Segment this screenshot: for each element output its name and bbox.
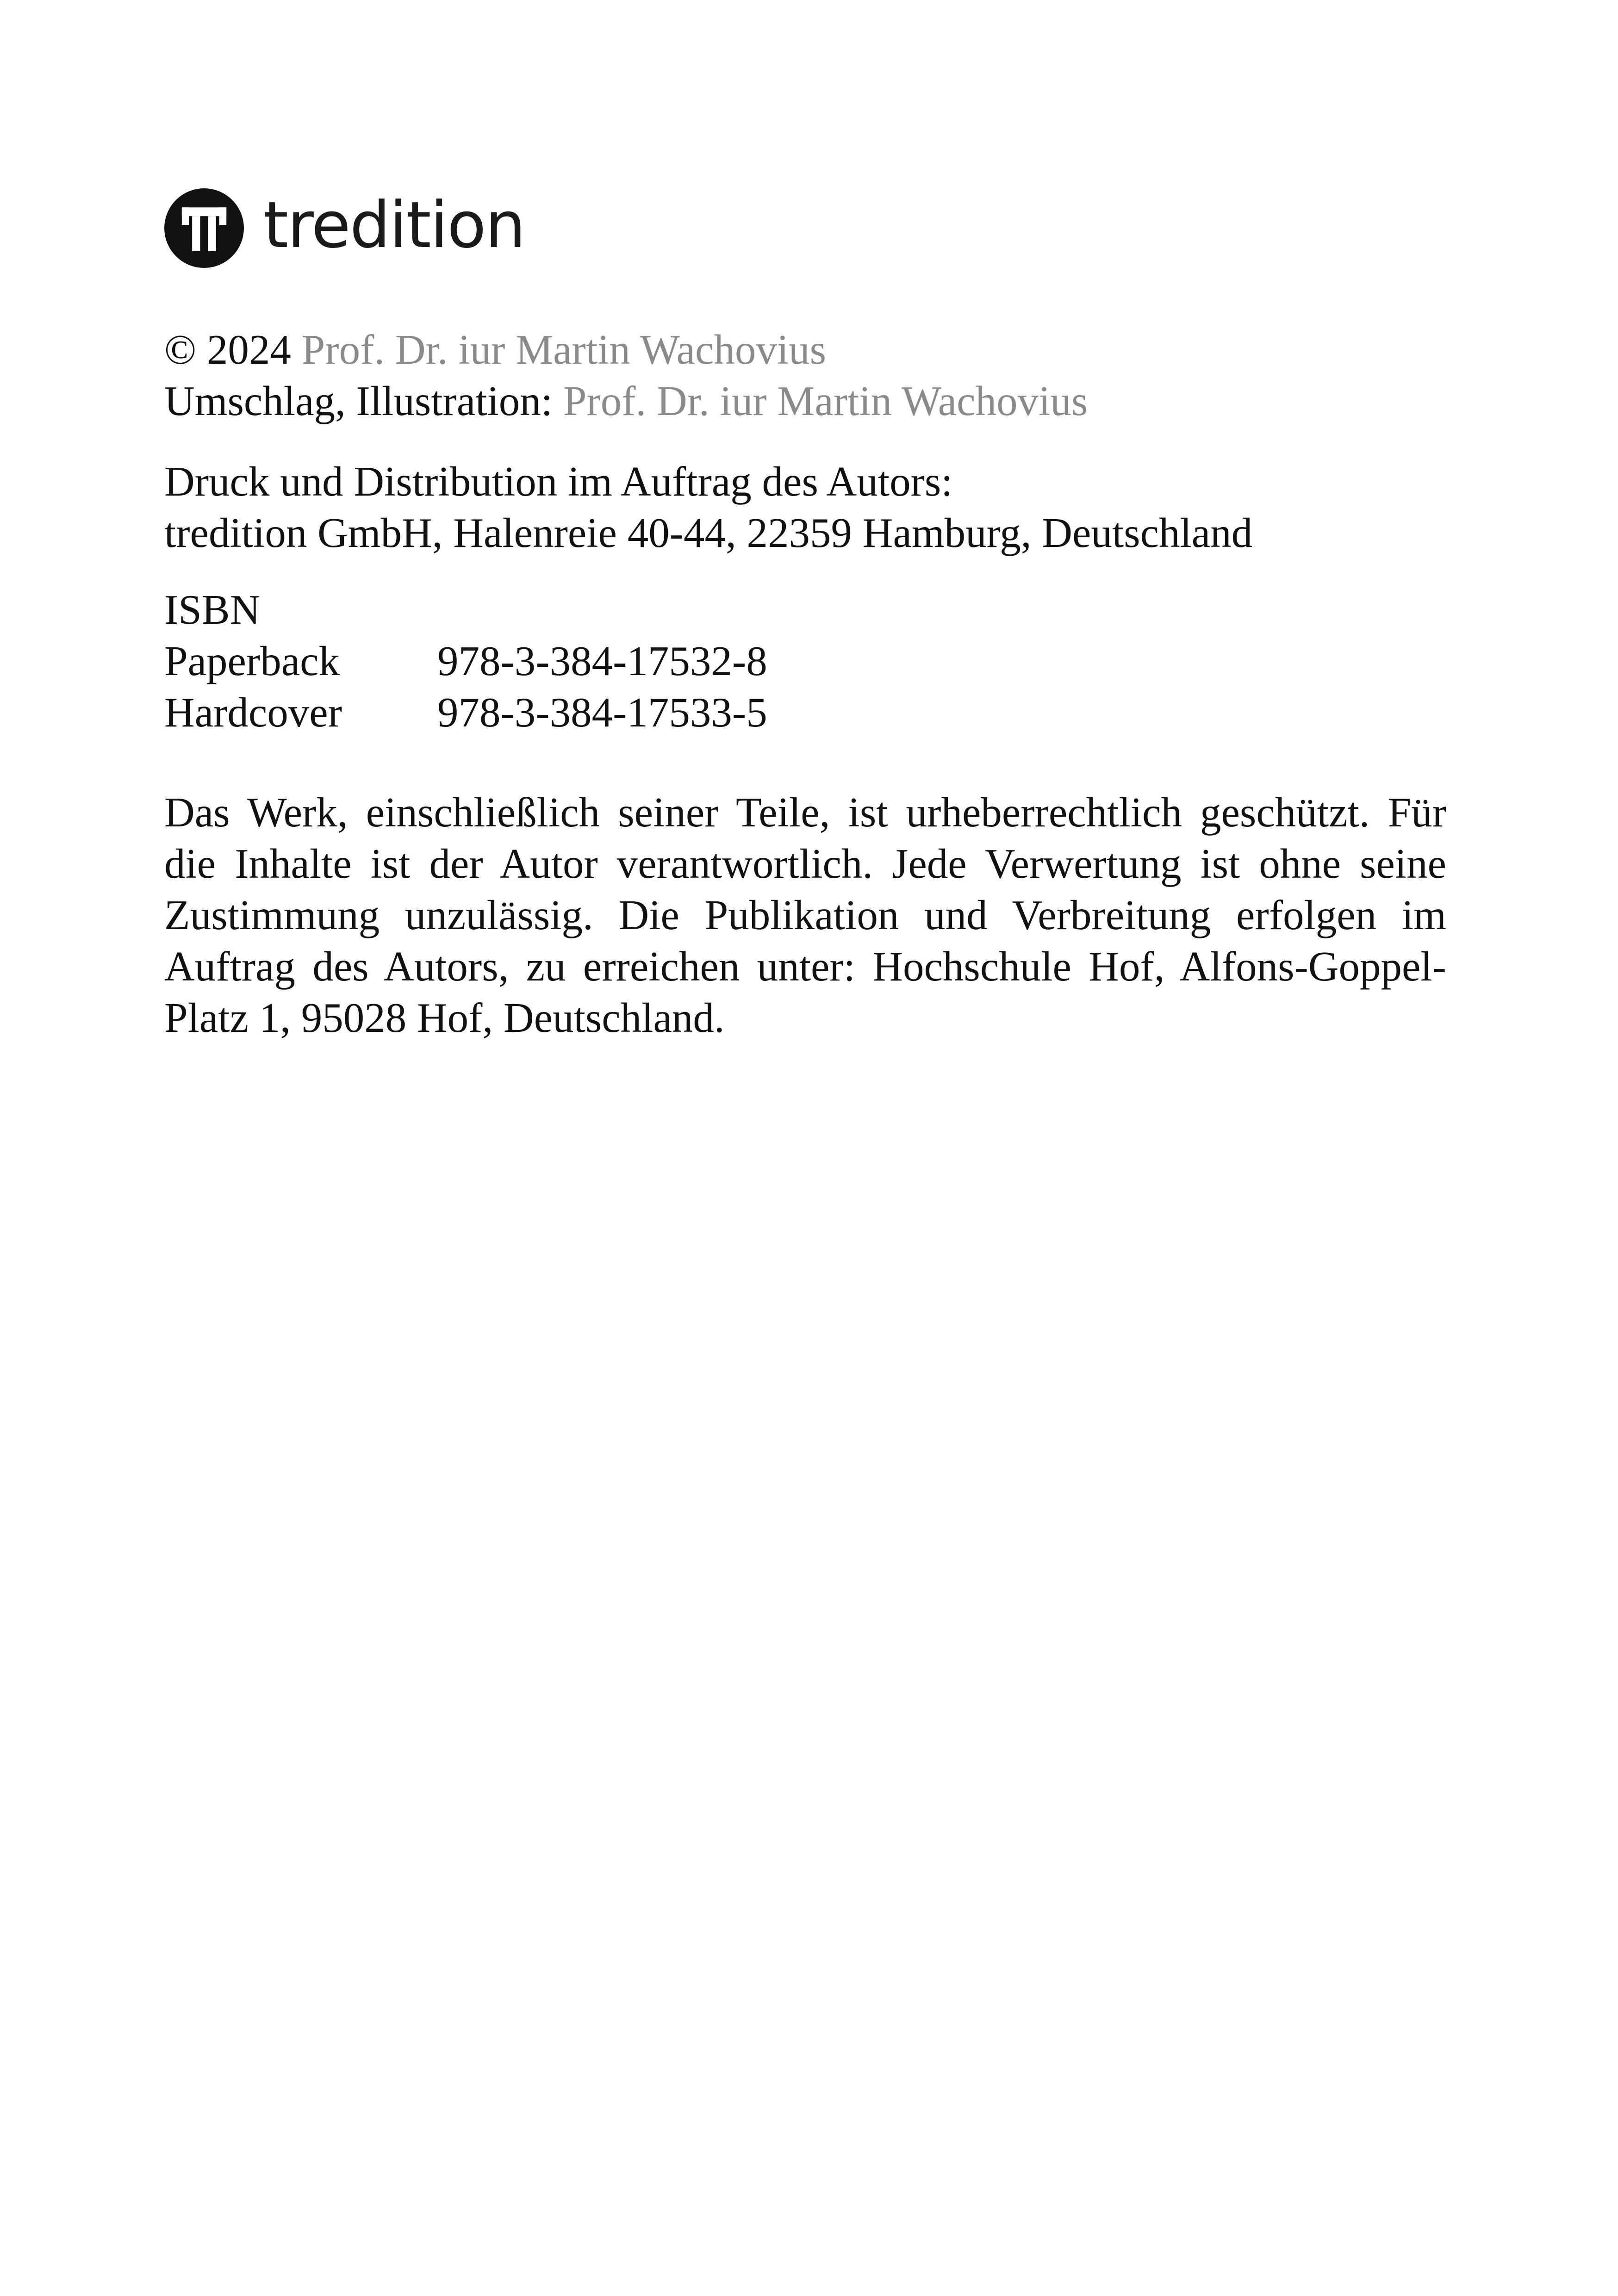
isbn-block (164, 584, 1446, 738)
printing-block (164, 456, 1446, 558)
isbn-row-paperback (164, 635, 1446, 687)
tredition-logo-icon (164, 188, 244, 268)
copyright-block (164, 324, 1446, 427)
cover-credit-label: Umschlag, Illustration: (164, 378, 553, 424)
isbn-label: Hardcover (164, 689, 342, 736)
isbn-row-hardcover (164, 687, 1446, 738)
isbn-label: Paperback (164, 638, 340, 684)
publisher-logo (164, 187, 525, 268)
cover-credit-line (164, 375, 1446, 427)
logo-wordmark: tredition (263, 187, 525, 262)
isbn-heading: ISBN (164, 586, 261, 633)
isbn-value: 978-3-384-17532-8 (437, 638, 767, 684)
isbn-value: 978-3-384-17533-5 (437, 689, 767, 736)
copyright-line (164, 324, 1446, 375)
copyright-prefix: © 2024 (164, 326, 291, 373)
printing-line-1: Druck und Distribution im Auftrag des Autors: (164, 458, 953, 505)
legal-notice: Das Werk, einschließlich seiner Teile, ist urheberrechtlich geschützt. Für die Inhalte ist der Autor verantwortlich. Jede Verwertung ist ohne seine Zustimmung unzulässig. Die Publikation und Verbreitung erfolgen im Auftrag des Autors, zu erreichen unter: Hochschule Hof, Alfons-Goppel-Platz 1, 95028 Hof, Deutschland. (164, 789, 1446, 1041)
cover-credit-author: Prof. Dr. iur Martin Wachovius (563, 378, 1088, 424)
copyright-author: Prof. Dr. iur Martin Wachovius (301, 326, 827, 373)
printing-line-2: tredition GmbH, Halenreie 40-44, 22359 Hamburg, Deutschland (164, 509, 1253, 556)
